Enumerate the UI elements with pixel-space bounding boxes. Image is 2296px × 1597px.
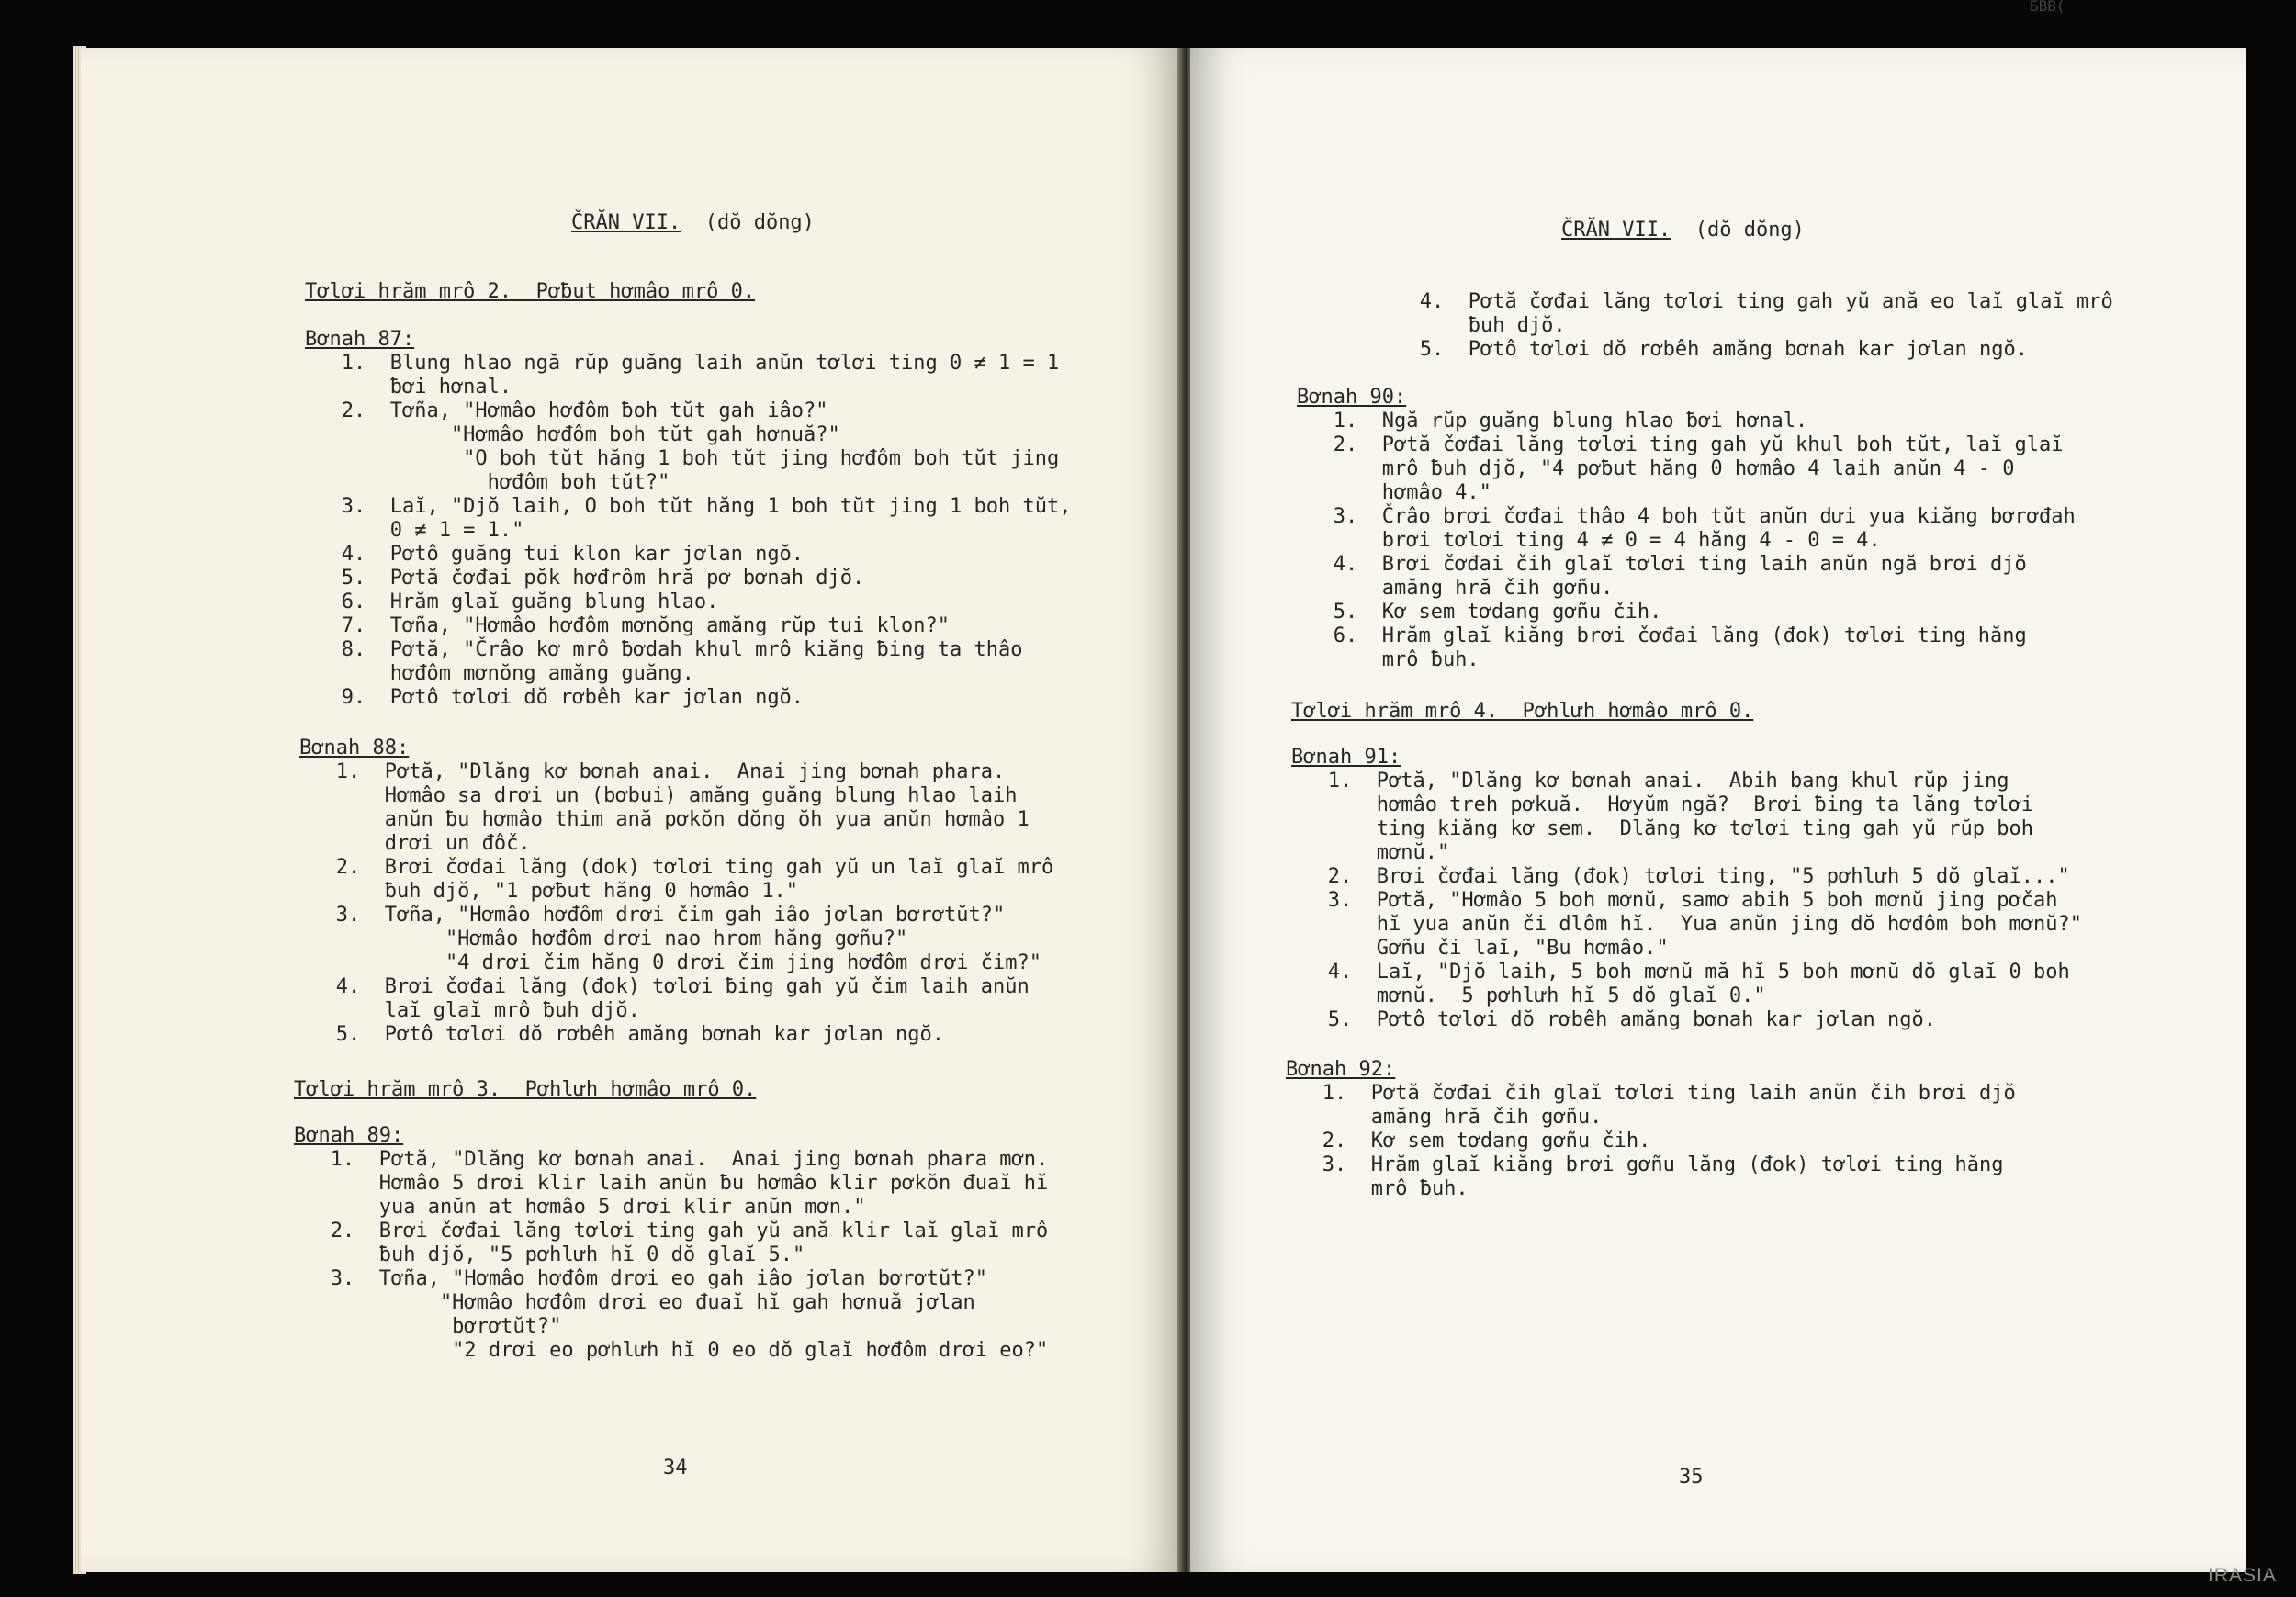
- text-line: 4. Laĭ, "Djŏ laih, 5 boh mơnŭ mă hĭ 5 boh mơnŭ dŏ glaĭ 0 boh: [1291, 961, 2070, 984]
- text-line: Gơñu či laĭ, "Ƀu hơmâo.": [1291, 937, 1669, 960]
- text-line: 2. Kơ sem tơdang gơñu čih.: [1286, 1130, 1651, 1153]
- text-line: laĭ glaĭ mrô ƀuh djŏ.: [299, 999, 640, 1022]
- corner-scrap-text: ƂBB(: [2030, 0, 2065, 15]
- lesson-3-title: Tơlơi hrăm mrô 3. Pơhlưh hơmâo mrô 0.: [294, 1078, 757, 1101]
- section-87-title: Bơnah 87:: [305, 328, 415, 351]
- text-line: ƀuh djŏ.: [1383, 314, 1566, 337]
- text-line: mơnŭ.": [1291, 841, 1450, 864]
- text-line: 2. Brơi čơđai lăng (đok) tơlơi ting, "5 pơhlưh 5 dŏ glaĭ...": [1291, 865, 2070, 888]
- text-line: 3. Tơña, "Hơmâo hơđôm drơi čim gah iâo jơlan bơrơtŭt?": [299, 904, 1006, 927]
- text-line: 2. Tơña, "Hơmâo hơđôm ƀoh tŭt gah iâo?": [305, 399, 828, 422]
- text-line: 1. Pơtă čơđai čih glaĭ tơlơi ting laih anŭn čih brơi djŏ: [1286, 1082, 2016, 1105]
- lesson-2-title: Tơlơi hrăm mrô 2. Pơƀut hơmâo mrô 0.: [305, 280, 756, 303]
- text-line: hơđôm mơnŏng amăng guăng.: [305, 662, 694, 685]
- text-line: mrô ƀuh.: [1297, 648, 1480, 671]
- text-line: 3. Pơtă, "Hơmâo 5 boh mơnŭ, samơ abih 5 boh mơnŭ jing pơčah: [1291, 889, 2058, 912]
- text-line: "2 drơi eo pơhlưh hĭ 0 eo dŏ glaĭ hơđôm drơi eo?": [294, 1339, 1049, 1362]
- text-line: ƀuh djŏ, "5 pơhlưh hĭ 0 dŏ glaĭ 5.": [294, 1243, 805, 1266]
- text-line: "O boh tŭt hăng 1 boh tŭt jing hơđôm boh tŭt jing: [305, 447, 1060, 470]
- section-89-title: Bơnah 89:: [294, 1124, 404, 1147]
- text-line: Hơmâo sa drơi un (bơbui) amăng guăng blung hlao laih: [299, 784, 1018, 807]
- text-line: 5. Kơ sem tơdang gơñu čih.: [1297, 601, 1662, 624]
- section-91-list: [1291, 770, 2082, 1032]
- text-line: mrô ƀuh djŏ, "4 pơƀut hăng 0 hơmâo 4 laih anŭn 4 - 0: [1297, 457, 2015, 480]
- text-line: 1. Pơtă, "Dlăng kơ bơnah anai. Anai jing bơnah phara.: [299, 760, 1006, 783]
- text-line: 5. Pơtă čơđai pŏk hơđrôm hră pơ bơnah djŏ.: [305, 567, 865, 590]
- text-line: 1. Ngă rŭp guăng blung hlao ƀơi hơnal.: [1297, 410, 1808, 433]
- section-90-list: [1297, 410, 2076, 672]
- text-line: bơrơtŭt?": [294, 1315, 562, 1338]
- text-line: amăng hră čih gơñu.: [1297, 577, 1614, 600]
- text-line: 3. Laĭ, "Djŏ laih, O boh tŭt hăng 1 boh tŭt jing 1 boh tŭt,: [305, 495, 1072, 518]
- section-89-list: [294, 1148, 1048, 1363]
- text-line: 1. Pơtă, "Dlăng kơ bơnah anai. Abih bang khul rŭp jing: [1291, 770, 2009, 793]
- lesson-4-title: Tơlơi hrăm mrô 4. Pơhlưh hơmâo mrô 0.: [1291, 700, 1754, 723]
- text-line: mrô ƀuh.: [1286, 1177, 1469, 1200]
- section-90-title: Bơnah 90:: [1297, 386, 1407, 409]
- text-line: 9. Pơtô tơlơi dŏ rơbêh kar jơlan ngŏ.: [305, 686, 805, 709]
- continued-list: [1383, 290, 2113, 362]
- text-line: amăng hră čih gơñu.: [1286, 1106, 1603, 1129]
- page-number: 35: [1679, 1466, 1704, 1489]
- text-line: hĭ yua anŭn či dlôm hĭ. Yua anŭn jing dŏ hơđôm boh mơnŭ?": [1291, 913, 2082, 936]
- section-92-title: Bơnah 92:: [1286, 1058, 1396, 1081]
- text-line: Hơmâo 5 drơi klir laih anŭn ƀu hơmâo klir pơkŏn đuaĭ hĭ: [294, 1172, 1049, 1195]
- text-line: 4. Pơtô guăng tui klon kar jơlan ngŏ.: [305, 543, 805, 566]
- text-line: 3. Črâo brơi čơđai thâo 4 boh tŭt anŭn dưi yua kiăng bơrơđah: [1297, 505, 2076, 528]
- left-page: [81, 48, 1181, 1572]
- text-line: ƀuh djŏ, "1 pơƀut hăng 0 hơmâo 1.": [299, 880, 799, 903]
- text-line: mơnŭ. 5 pơhlưh hĭ 5 dŏ glaĭ 0.": [1291, 984, 1766, 1007]
- text-line: 1. Pơtă, "Dlăng kơ bơnah anai. Anai jing bơnah phara mơn.: [294, 1148, 1049, 1171]
- text-line: 3. Hrăm glaĭ kiăng brơi gơñu lăng (đok) tơlơi ting hăng: [1286, 1153, 2004, 1176]
- text-line: 1. Blung hlao ngă rŭp guăng laih anŭn tơlơi ting 0 ≠ 1 = 1: [305, 352, 1060, 375]
- text-line: 7. Tơña, "Hơmâo hơđôm mơnŏng amăng rŭp tui klon?": [305, 614, 950, 637]
- text-line: hơđôm boh tŭt?": [305, 471, 670, 494]
- section-88-title: Bơnah 88:: [299, 737, 410, 759]
- page-number: 34: [663, 1456, 688, 1479]
- text-line: ting kiăng kơ sem. Dlăng kơ tơlơi ting gah yŭ rŭp boh: [1291, 817, 2033, 840]
- text-line: 8. Pơtă, "Črâo kơ mrô ƀơdah khul mrô kiăng ƀing ta thâo: [305, 638, 1023, 661]
- text-line: 2. Brơi čơđai lăng tơlơi ting gah yŭ ană klir laĭ glaĭ mrô: [294, 1220, 1049, 1243]
- text-line: 5. Pơtô tơlơi dŏ rơbêh amăng bơnah kar jơlan ngŏ.: [1291, 1008, 1936, 1031]
- section-88-list: [299, 760, 1053, 1047]
- text-line: hơmâo treh pơkuă. Hơyŭm ngă? Brơi ƀing ta lăng tơlơi: [1291, 793, 2033, 816]
- text-line: hơmâo 4.": [1297, 481, 1491, 504]
- text-line: 4. Brơi čơđai lăng (đok) tơlơi ƀing gah yŭ čim laih anŭn: [299, 975, 1030, 998]
- text-line: "Hơmâo hơđôm drơi eo đuaĭ hĭ gah hơnuă jơlan: [294, 1291, 975, 1314]
- page-heading: ČRĂN VII. (dŏ dŏng): [1561, 219, 1805, 242]
- text-line: 4. Pơtă čơđai lăng tơlơi ting gah yŭ ană eo laĭ glaĭ mrô: [1383, 290, 2113, 313]
- page-heading: ČRĂN VII. (dŏ dŏng): [571, 211, 815, 234]
- text-line: 4. Brơi čơđai čih glaĭ tơlơi ting laih anŭn ngă brơi djŏ: [1297, 553, 2027, 576]
- text-line: "Hơmâo hơđôm boh tŭt gah hơnuă?": [305, 423, 840, 446]
- text-line: yua anŭn at hơmâo 5 drơi klir anŭn mơn.": [294, 1196, 866, 1219]
- text-line: 3. Tơña, "Hơmâo hơđôm drơi eo gah iâo jơlan bơrơtŭt?": [294, 1267, 987, 1290]
- text-line: 6. Hrăm glaĭ guăng blung hlao.: [305, 590, 719, 613]
- text-line: 6. Hrăm glaĭ kiăng brơi čơđai lăng (đok) tơlơi ting hăng: [1297, 624, 2027, 647]
- text-line: "Hơmâo hơđôm drơi nao hrom hăng gơñu?": [299, 928, 908, 950]
- text-line: 0 ≠ 1 = 1.": [305, 519, 524, 542]
- text-line: anŭn ƀu hơmâo thim ană pơkŏn dŏng ŏh yua anŭn hơmâo 1: [299, 808, 1030, 831]
- text-line: 2. Brơi čơđai lăng (đok) tơlơi ting gah yŭ un laĭ glaĭ mrô: [299, 856, 1054, 879]
- text-line: drơi un đôč.: [299, 832, 531, 855]
- text-line: "4 drơi čim hăng 0 drơi čim jing hơđôm drơi čim?": [299, 951, 1041, 974]
- section-87-list: [305, 352, 1071, 710]
- text-line: brơi tơlơi ting 4 ≠ 0 = 4 hăng 4 - 0 = 4.: [1297, 529, 1881, 552]
- text-line: 5. Pơtô tơlơi dŏ rơbêh amăng bơnah kar jơlan ngŏ.: [299, 1023, 944, 1046]
- watermark: IRASIA: [2208, 1565, 2277, 1586]
- section-92-list: [1286, 1082, 2016, 1201]
- right-page: [1190, 48, 2246, 1572]
- text-line: 5. Pơtô tơlơi dŏ rơbêh amăng bơnah kar jơlan ngŏ.: [1383, 338, 2028, 361]
- text-line: ƀơi hơnal.: [305, 376, 512, 399]
- text-line: 2. Pơtă čơđai lăng tơlơi ting gah yŭ khul boh tŭt, laĭ glaĭ: [1297, 433, 2064, 456]
- section-91-title: Bơnah 91:: [1291, 746, 1401, 769]
